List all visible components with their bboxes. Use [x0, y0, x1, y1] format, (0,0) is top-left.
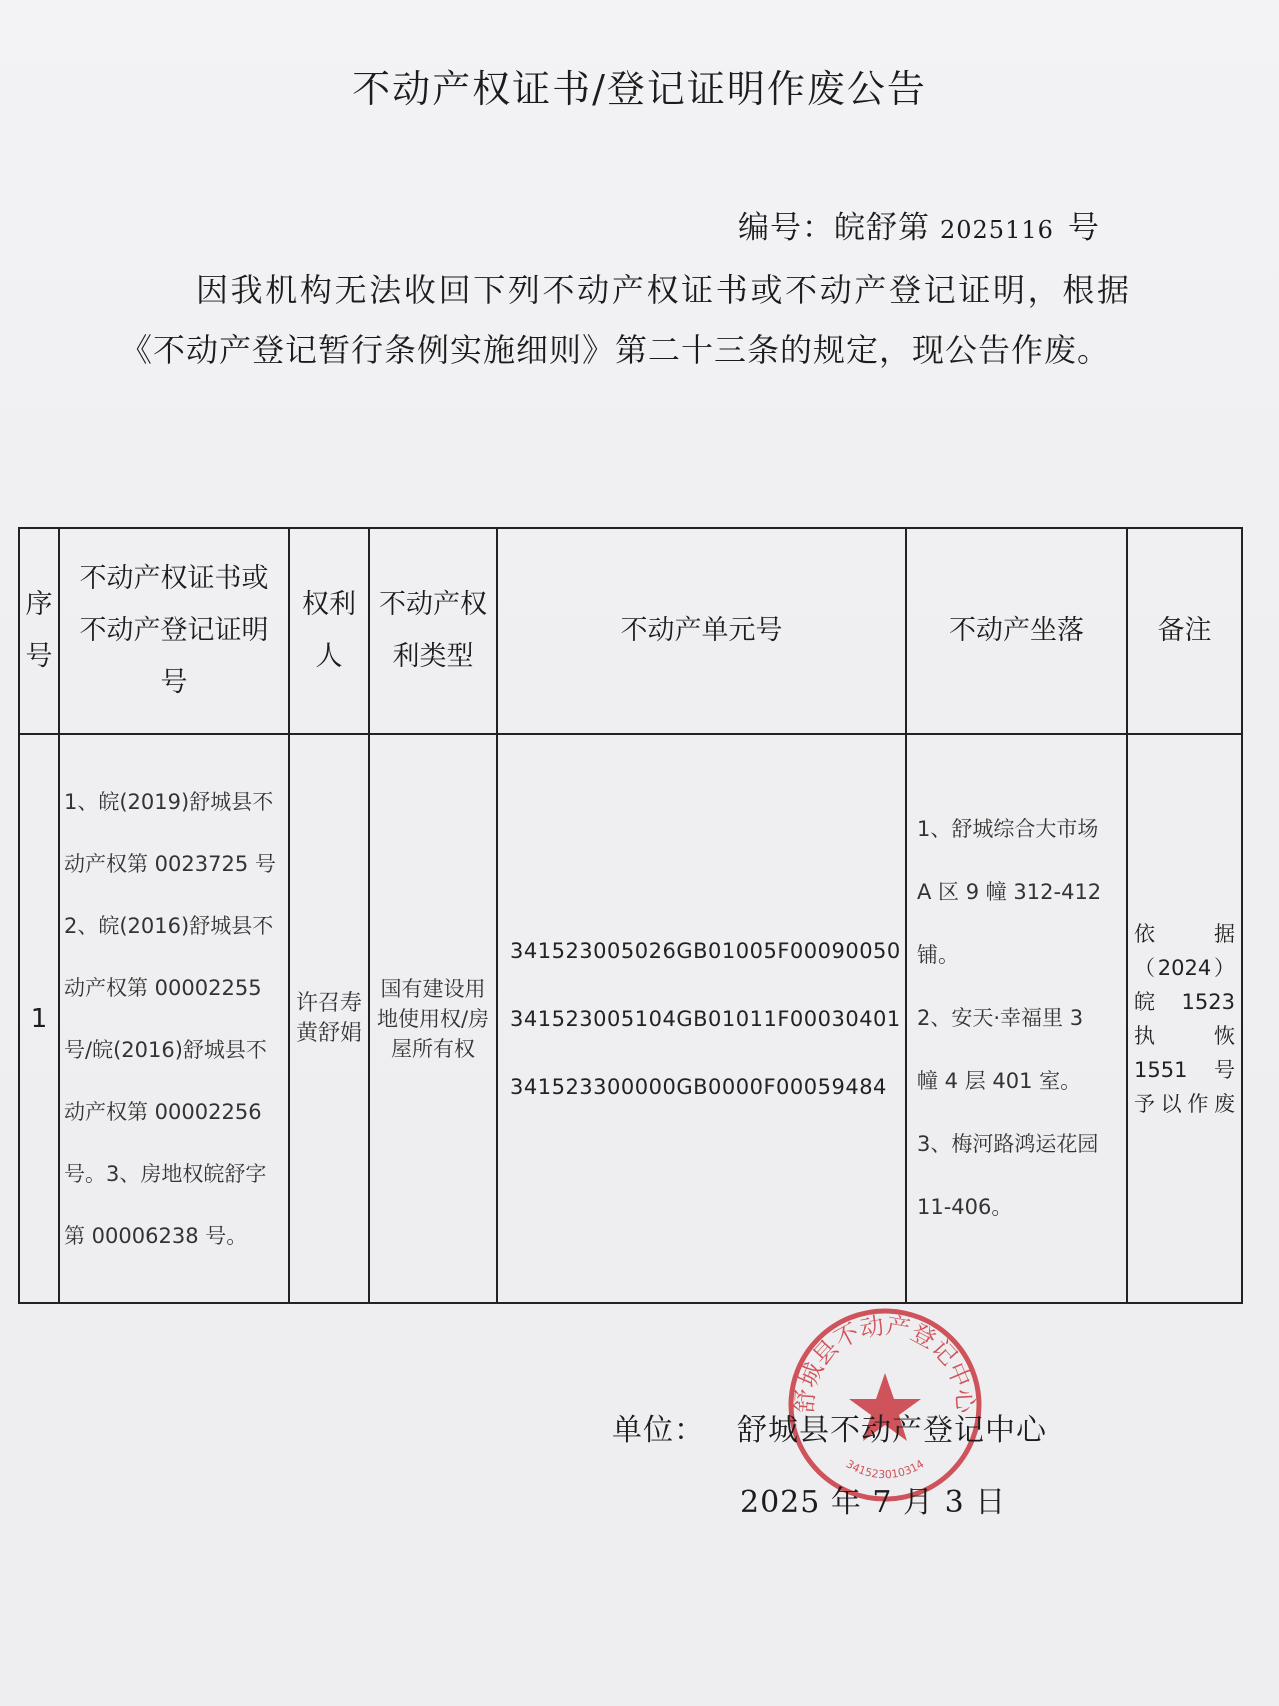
cell-location: [906, 734, 1127, 1303]
cert-line: 动产权第 0023725 号: [64, 851, 276, 876]
note-line: （2024）: [1134, 955, 1235, 980]
header-seq: 序号: [19, 528, 59, 734]
unit-number: 341523300000GB0000F00059484: [510, 1074, 887, 1099]
document-number: [738, 202, 1100, 247]
void-certificate-table: [18, 527, 1243, 1304]
location-line: 1、舒城综合大市场: [917, 817, 1099, 841]
cert-line: 动产权第 00002255: [64, 975, 262, 1000]
cert-line: 第 00006238 号。: [64, 1223, 248, 1248]
cert-line: 2、皖(2016)舒城县不: [64, 913, 274, 938]
table-header-row: [19, 528, 1242, 734]
cell-right-type: [369, 734, 497, 1303]
header-holder: 权利人: [289, 528, 369, 734]
doc-number-suffix: 号: [1067, 210, 1100, 246]
holder-name: 黄舒娟: [295, 1020, 362, 1046]
note-line: 1551 号: [1134, 1057, 1235, 1082]
header-unit-no: 不动产单元号: [497, 528, 906, 734]
location-line: 铺。: [917, 943, 959, 967]
issuing-unit: [612, 1405, 1047, 1449]
location-line: A 区 9 幢 312-412: [917, 880, 1102, 904]
holder-name: 许召寿: [295, 990, 362, 1016]
right-type-line: 屋所有权: [391, 1036, 475, 1061]
issue-date: 2025 年 7 月 3 日: [740, 1485, 1007, 1520]
header-location: 不动产坐落: [906, 528, 1127, 734]
cell-cert: [59, 734, 289, 1303]
cell-seq: 1: [19, 734, 59, 1303]
header-right-type: 不动产权利类型: [369, 528, 497, 734]
note-line: 皖 1523: [1134, 989, 1235, 1014]
location-line: 3、梅河路鸿运花园: [917, 1132, 1099, 1156]
location-line: 11-406。: [917, 1195, 1013, 1219]
doc-number-prefix: 编号：皖舒第: [738, 210, 930, 246]
doc-number-value: 2025116: [940, 216, 1054, 244]
seal-code: 341523010314: [843, 1457, 927, 1482]
location-line: 2、安天·幸福里 3: [917, 1006, 1084, 1030]
cert-line: 号/皖(2016)舒城县不: [64, 1037, 267, 1062]
cell-note: [1127, 734, 1242, 1303]
seal-text: 舒城县不动产登记中心: [790, 1311, 980, 1414]
note-line: 依 据: [1134, 921, 1235, 946]
right-type-line: 地使用权/房: [376, 1006, 490, 1031]
unit-name: 舒城县不动产登记中心: [737, 1413, 1047, 1448]
header-cert: 不动产权证书或不动产登记证明号: [59, 528, 289, 734]
cert-line: 1、皖(2019)舒城县不: [64, 789, 274, 814]
cert-line: 动产权第 00002256: [64, 1099, 262, 1124]
cell-holder: [289, 734, 369, 1303]
unit-number: 341523005104GB01011F00030401: [510, 1006, 901, 1031]
unit-label: 单位：: [612, 1413, 705, 1448]
location-line: 幢 4 层 401 室。: [917, 1069, 1082, 1093]
table-row: [19, 734, 1242, 1303]
right-type-line: 国有建设用: [380, 976, 486, 1001]
cell-unit-no: [497, 734, 906, 1303]
page-title: 不动产权证书/登记证明作废公告: [352, 67, 927, 111]
header-note: 备注: [1127, 528, 1242, 734]
note-line: 执 恢: [1134, 1023, 1235, 1048]
cert-line: 号。3、房地权皖舒字: [64, 1161, 267, 1186]
unit-number: 341523005026GB01005F00090050: [510, 938, 901, 963]
announcement-body: 因我机构无法收回下列不动产权证书或不动产登记证明，根据《不动产登记暂行条例实施细则》第二十三条的规定，现公告作废。: [120, 271, 1130, 369]
note-line: 予以作废: [1134, 1091, 1235, 1116]
